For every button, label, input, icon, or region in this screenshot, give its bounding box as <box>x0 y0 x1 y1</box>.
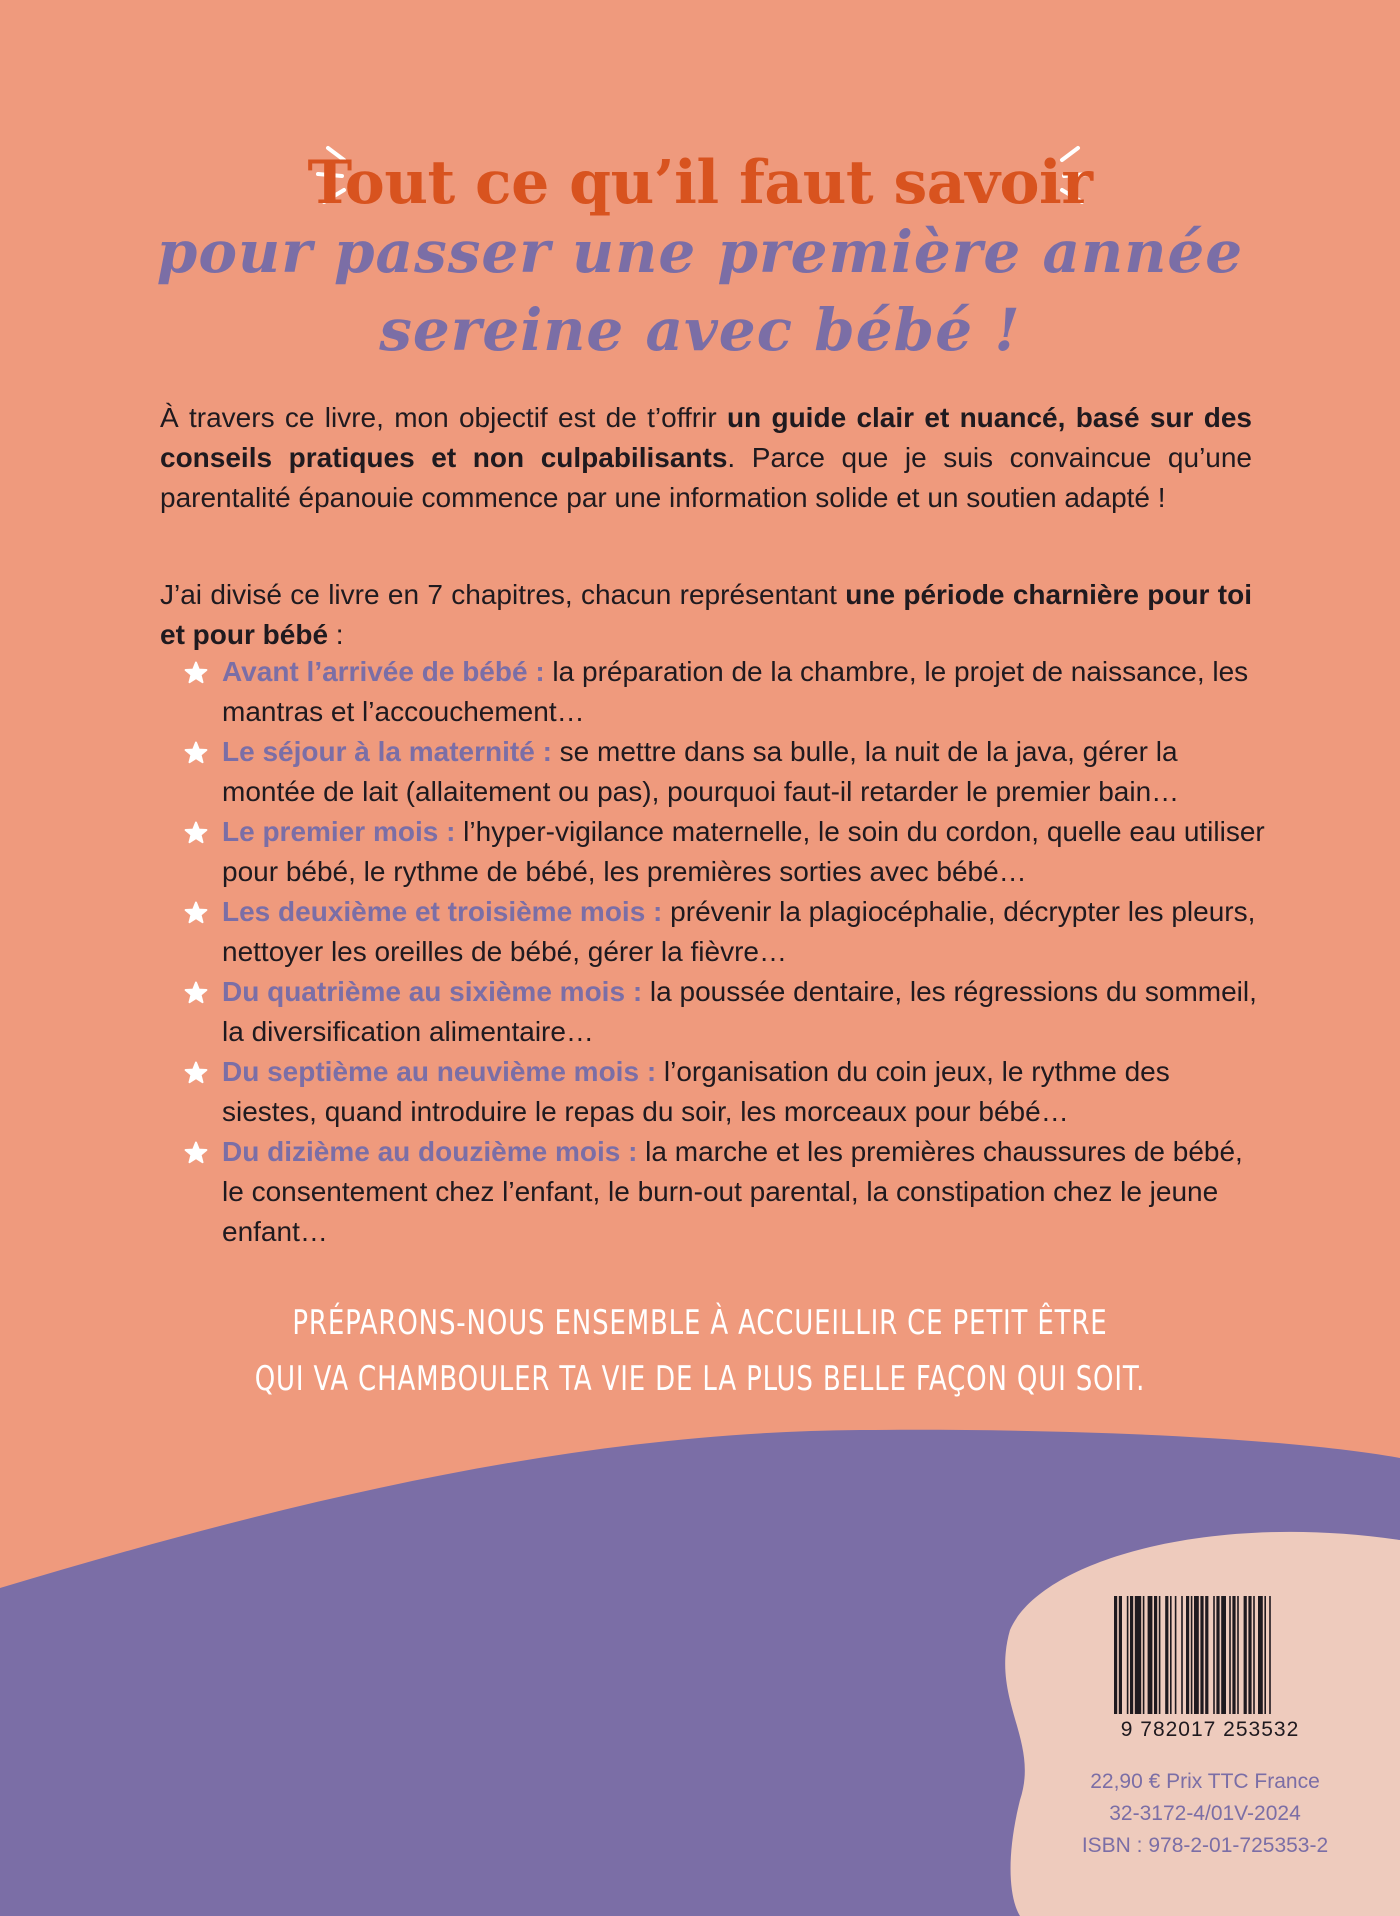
intro-text-a: À travers ce livre, mon objectif est de t’offrir <box>160 402 727 433</box>
price-text: 22,90 € Prix TTC France <box>1090 1770 1320 1793</box>
barcode-bar <box>1221 1596 1226 1714</box>
intro-text-c: . Parce que je suis convaincue qu’une parentalité épanouie commence par une information solide et un soutien adapté ! <box>160 442 1253 513</box>
barcode-bar <box>1244 1596 1247 1714</box>
intro-text-bold: un guide clair et nuancé, basé sur des conseils pratiques et non culpabilisants <box>160 402 1252 473</box>
chapter-item <box>180 972 1270 1052</box>
barcode-bar <box>1216 1596 1219 1714</box>
chapter-description: l’hyper-vigilance maternelle, le soin du cordon, quelle eau utiliser pour bébé, le rythme de bébé, les premières sorties avec bébé… <box>222 816 1265 887</box>
barcode-bar <box>1148 1596 1153 1714</box>
barcode-bar <box>1269 1596 1271 1714</box>
barcode-bar <box>1114 1596 1117 1714</box>
barcode-bar <box>1232 1596 1235 1714</box>
chapters-intro-paragraph <box>160 575 1252 655</box>
barcode-bar <box>1253 1596 1255 1714</box>
chapter-item <box>180 1132 1270 1252</box>
barcode-bar <box>1186 1596 1189 1714</box>
barcode-bar <box>1154 1596 1157 1714</box>
star-icon <box>184 1141 208 1165</box>
chapter-title: Du quatrième au sixième mois : <box>222 976 643 1007</box>
chapter-title: Du dizième au douzième mois : <box>222 1136 638 1167</box>
barcode-bar <box>1213 1596 1215 1714</box>
headline-subtitle-line1: pour passer une première année <box>156 218 1244 286</box>
chapters-intro-a: J’ai divisé ce livre en 7 chapitres, chacun représentant <box>160 579 846 610</box>
star-icon <box>184 901 208 925</box>
barcode-bar <box>1119 1596 1122 1714</box>
chapter-description: la poussée dentaire, les régressions du sommeil, la diversification alimentaire… <box>222 976 1257 1047</box>
product-code: 32-3172-4/01V-2024 <box>1109 1802 1301 1825</box>
barcode-bar <box>1143 1596 1145 1714</box>
price-block <box>1060 1766 1350 1862</box>
chapter-description: prévenir la plagiocéphalie, décrypter les pleurs, nettoyer les oreilles de bébé, gérer la fièvre… <box>222 896 1256 967</box>
chapter-title: Le séjour à la maternité : <box>222 736 552 767</box>
chapter-item <box>180 812 1270 892</box>
isbn-text: ISBN : 978-2-01-725353-2 <box>1081 1834 1329 1857</box>
cta-line1: PRÉPARONS-NOUS ENSEMBLE À ACCUEILLIR CE PETIT ÊTRE <box>292 1303 1108 1343</box>
barcode-bar <box>1205 1596 1208 1714</box>
chapters-intro-c: : <box>328 619 344 650</box>
chapters-intro-bold: une période charnière pour toi et pour bébé <box>160 579 1253 650</box>
headline-subtitle-line2: sereine avec bébé ! <box>379 296 1021 364</box>
cta-line2: QUI VA CHAMBOULER TA VIE DE LA PLUS BELLE FAÇON QUI SOIT. <box>254 1359 1146 1399</box>
barcode-bar <box>1229 1596 1231 1714</box>
star-icon <box>184 981 208 1005</box>
chapter-description: l’organisation du coin jeux, le rythme des siestes, quand introduire le repas du soir, les morceaux pour bébé… <box>222 1056 1170 1127</box>
chapter-item <box>180 652 1270 732</box>
barcode-bar <box>1264 1596 1266 1714</box>
chapter-description: la préparation de la chambre, le projet de naissance, les mantras et l’accouchement… <box>222 656 1249 727</box>
barcode-bar <box>1248 1596 1251 1714</box>
star-icon <box>184 1061 208 1085</box>
barcode-bar <box>1135 1596 1141 1714</box>
chapter-item <box>180 732 1270 812</box>
barcode-bar <box>1175 1596 1177 1714</box>
barcode-bar <box>1258 1596 1263 1714</box>
chapter-title: Les deuxième et troisième mois : <box>222 896 663 927</box>
barcode-bar <box>1130 1596 1133 1714</box>
barcode-bar <box>1170 1596 1172 1714</box>
barcode-bar <box>1165 1596 1168 1714</box>
barcode-bar <box>1127 1596 1129 1714</box>
call-to-action <box>105 1295 1295 1407</box>
chapter-item <box>180 892 1270 972</box>
chapter-title: Avant l’arrivée de bébé : <box>222 656 545 687</box>
star-icon <box>184 741 208 765</box>
chapter-title: Le premier mois : <box>222 816 456 847</box>
barcode-bar <box>1237 1596 1239 1714</box>
barcode-bar <box>1159 1596 1161 1714</box>
barcode-digits: 9 782017 253532 <box>1120 1718 1300 1741</box>
chapter-description: se mettre dans sa bulle, la nuit de la java, gérer la montée de lait (allaitement ou pas), pourquoi faut-il retarder le premier bain… <box>222 736 1180 807</box>
star-icon <box>184 661 208 685</box>
barcode-bar <box>1191 1596 1193 1714</box>
chapter-description: la marche et les premières chaussures de bébé, le consentement chez l’enfant, le burn-out parental, la constipation chez le jeune enfant… <box>222 1136 1243 1247</box>
chapter-item <box>180 1052 1270 1132</box>
headline-title: Tout ce qu’il faut savoir <box>307 148 1093 218</box>
barcode-bar <box>1194 1596 1199 1714</box>
chapter-list <box>180 652 1270 1252</box>
barcode-bar <box>1181 1596 1183 1714</box>
star-icon <box>184 821 208 845</box>
barcode-bar <box>1200 1596 1203 1714</box>
chapter-title: Du septième au neuvième mois : <box>222 1056 657 1087</box>
intro-paragraph <box>160 398 1252 518</box>
